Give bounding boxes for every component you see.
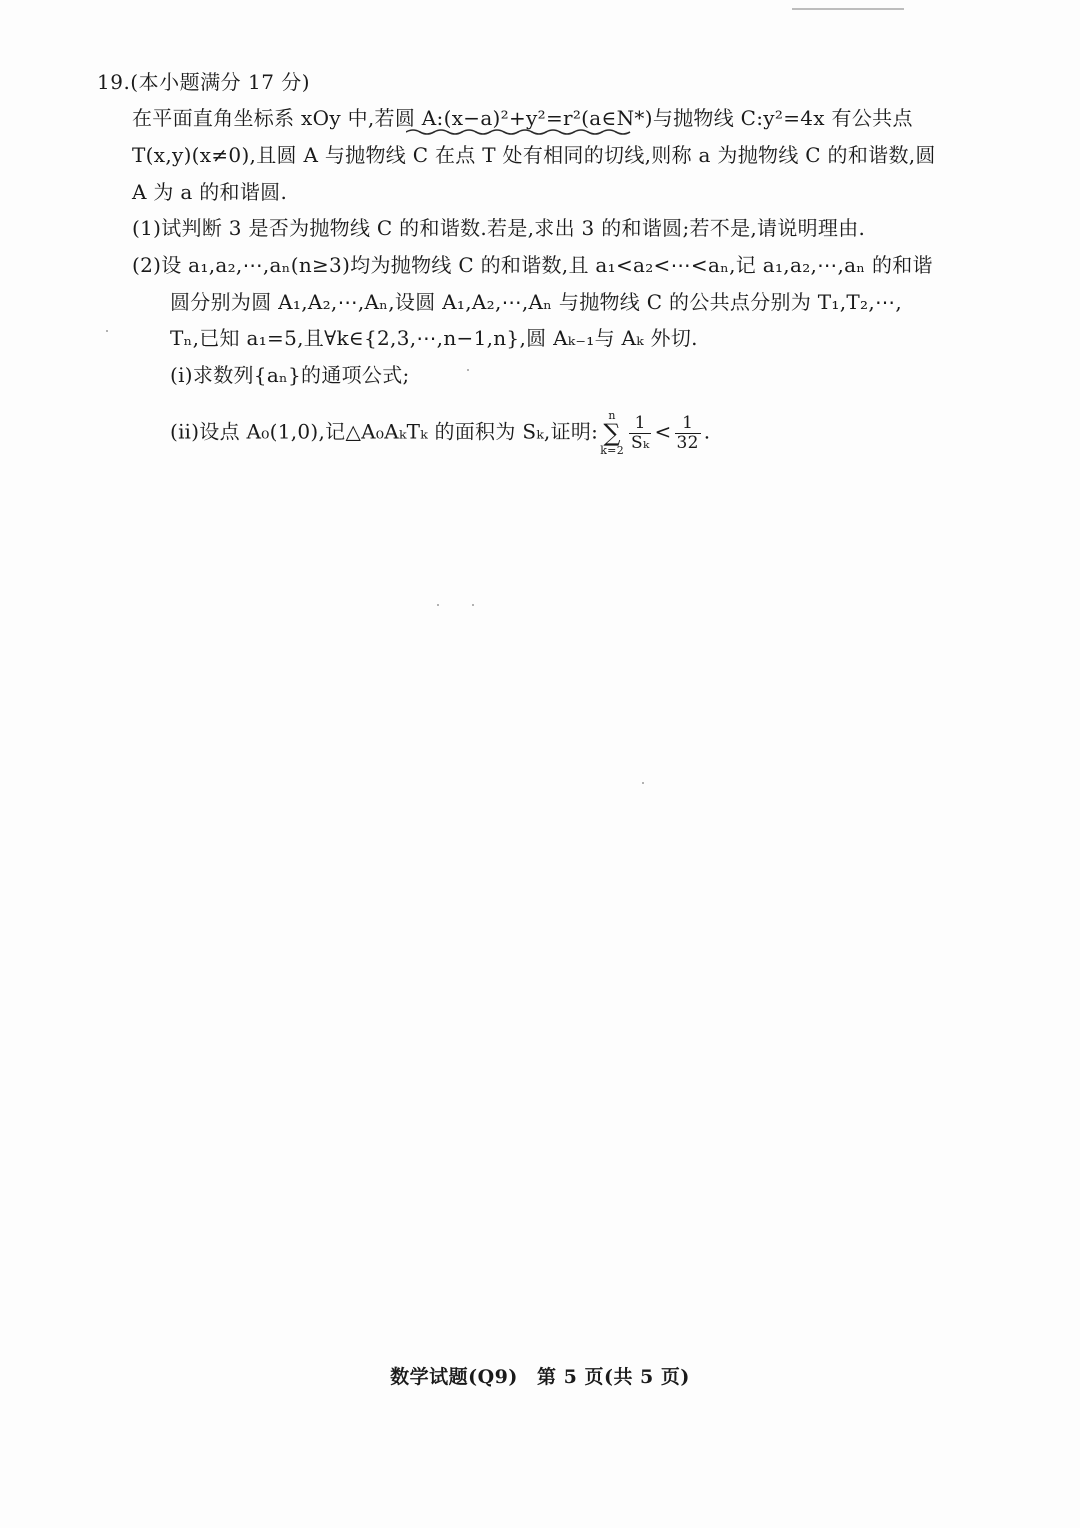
scan-speck bbox=[106, 330, 108, 332]
fraction-numerator: 1 bbox=[629, 414, 651, 434]
question-2-line-3: Tₙ,已知 a₁=5,且∀k∈{2,3,⋯,n−1,n},圆 Aₖ₋₁与 Aₖ 外切. bbox=[170, 326, 698, 350]
footer-subject: 数学试题(Q9) bbox=[390, 1366, 518, 1388]
question-2-part-i: (ⅰ)求数列{aₙ}的通项公式; bbox=[170, 363, 410, 387]
summation bbox=[600, 410, 624, 456]
footer-page-number: 第 5 页(共 5 页) bbox=[537, 1366, 690, 1388]
problem-statement-line-3: A 为 a 的和谐圆. bbox=[132, 180, 288, 204]
summation-symbol: ∑ bbox=[603, 419, 621, 447]
end-period: . bbox=[703, 419, 711, 444]
question-2-line-2: 圆分别为圆 A₁,A₂,⋯,Aₙ,设圆 A₁,A₂,⋯,Aₙ 与抛物线 C 的公共点分别为 T₁,T₂,⋯, bbox=[170, 290, 902, 314]
problem-statement-line-1: 在平面直角坐标系 xOy 中,若圆 A:(x−a)²+y²=r²(a∈N*)与抛物线 C:y²=4x 有公共点 bbox=[132, 106, 913, 130]
problem-statement-line-2: T(x,y)(x≠0),且圆 A 与抛物线 C 在点 T 处有相同的切线,则称 a 为抛物线 C 的和谐数,圆 bbox=[132, 143, 936, 167]
less-than-sign: < bbox=[654, 419, 672, 444]
fraction-one-over-sk bbox=[629, 414, 651, 453]
part-ii-text: (ⅱ)设点 A₀(1,0),记△A₀AₖTₖ 的面积为 Sₖ,证明: bbox=[170, 419, 599, 444]
scan-speck bbox=[642, 782, 644, 784]
scan-speck bbox=[437, 604, 439, 606]
top-divider bbox=[792, 8, 904, 10]
fraction-numerator: 1 bbox=[675, 414, 701, 434]
handwritten-wavy-underline bbox=[406, 128, 632, 136]
fraction-one-over-32 bbox=[675, 414, 701, 453]
question-2-line-1: (2)设 a₁,a₂,⋯,aₙ(n≥3)均为抛物线 C 的和谐数,且 a₁<a₂<⋯<aₙ,记 a₁,a₂,⋯,aₙ 的和谐 bbox=[132, 253, 933, 277]
question-1: (1)试判断 3 是否为抛物线 C 的和谐数.若是,求出 3 的和谐圆;若不是,请说明理由. bbox=[132, 216, 866, 240]
question-2-part-ii bbox=[170, 410, 710, 456]
page-footer bbox=[0, 1362, 1080, 1389]
scan-speck bbox=[467, 369, 469, 371]
scan-speck bbox=[472, 604, 474, 606]
fraction-denominator: 32 bbox=[676, 432, 699, 453]
problem-header: 19.(本小题满分 17 分) bbox=[97, 70, 311, 94]
summation-upper-limit: n bbox=[608, 409, 616, 422]
summation-lower-limit: k=2 bbox=[600, 444, 624, 457]
fraction-denominator: Sₖ bbox=[631, 432, 650, 453]
